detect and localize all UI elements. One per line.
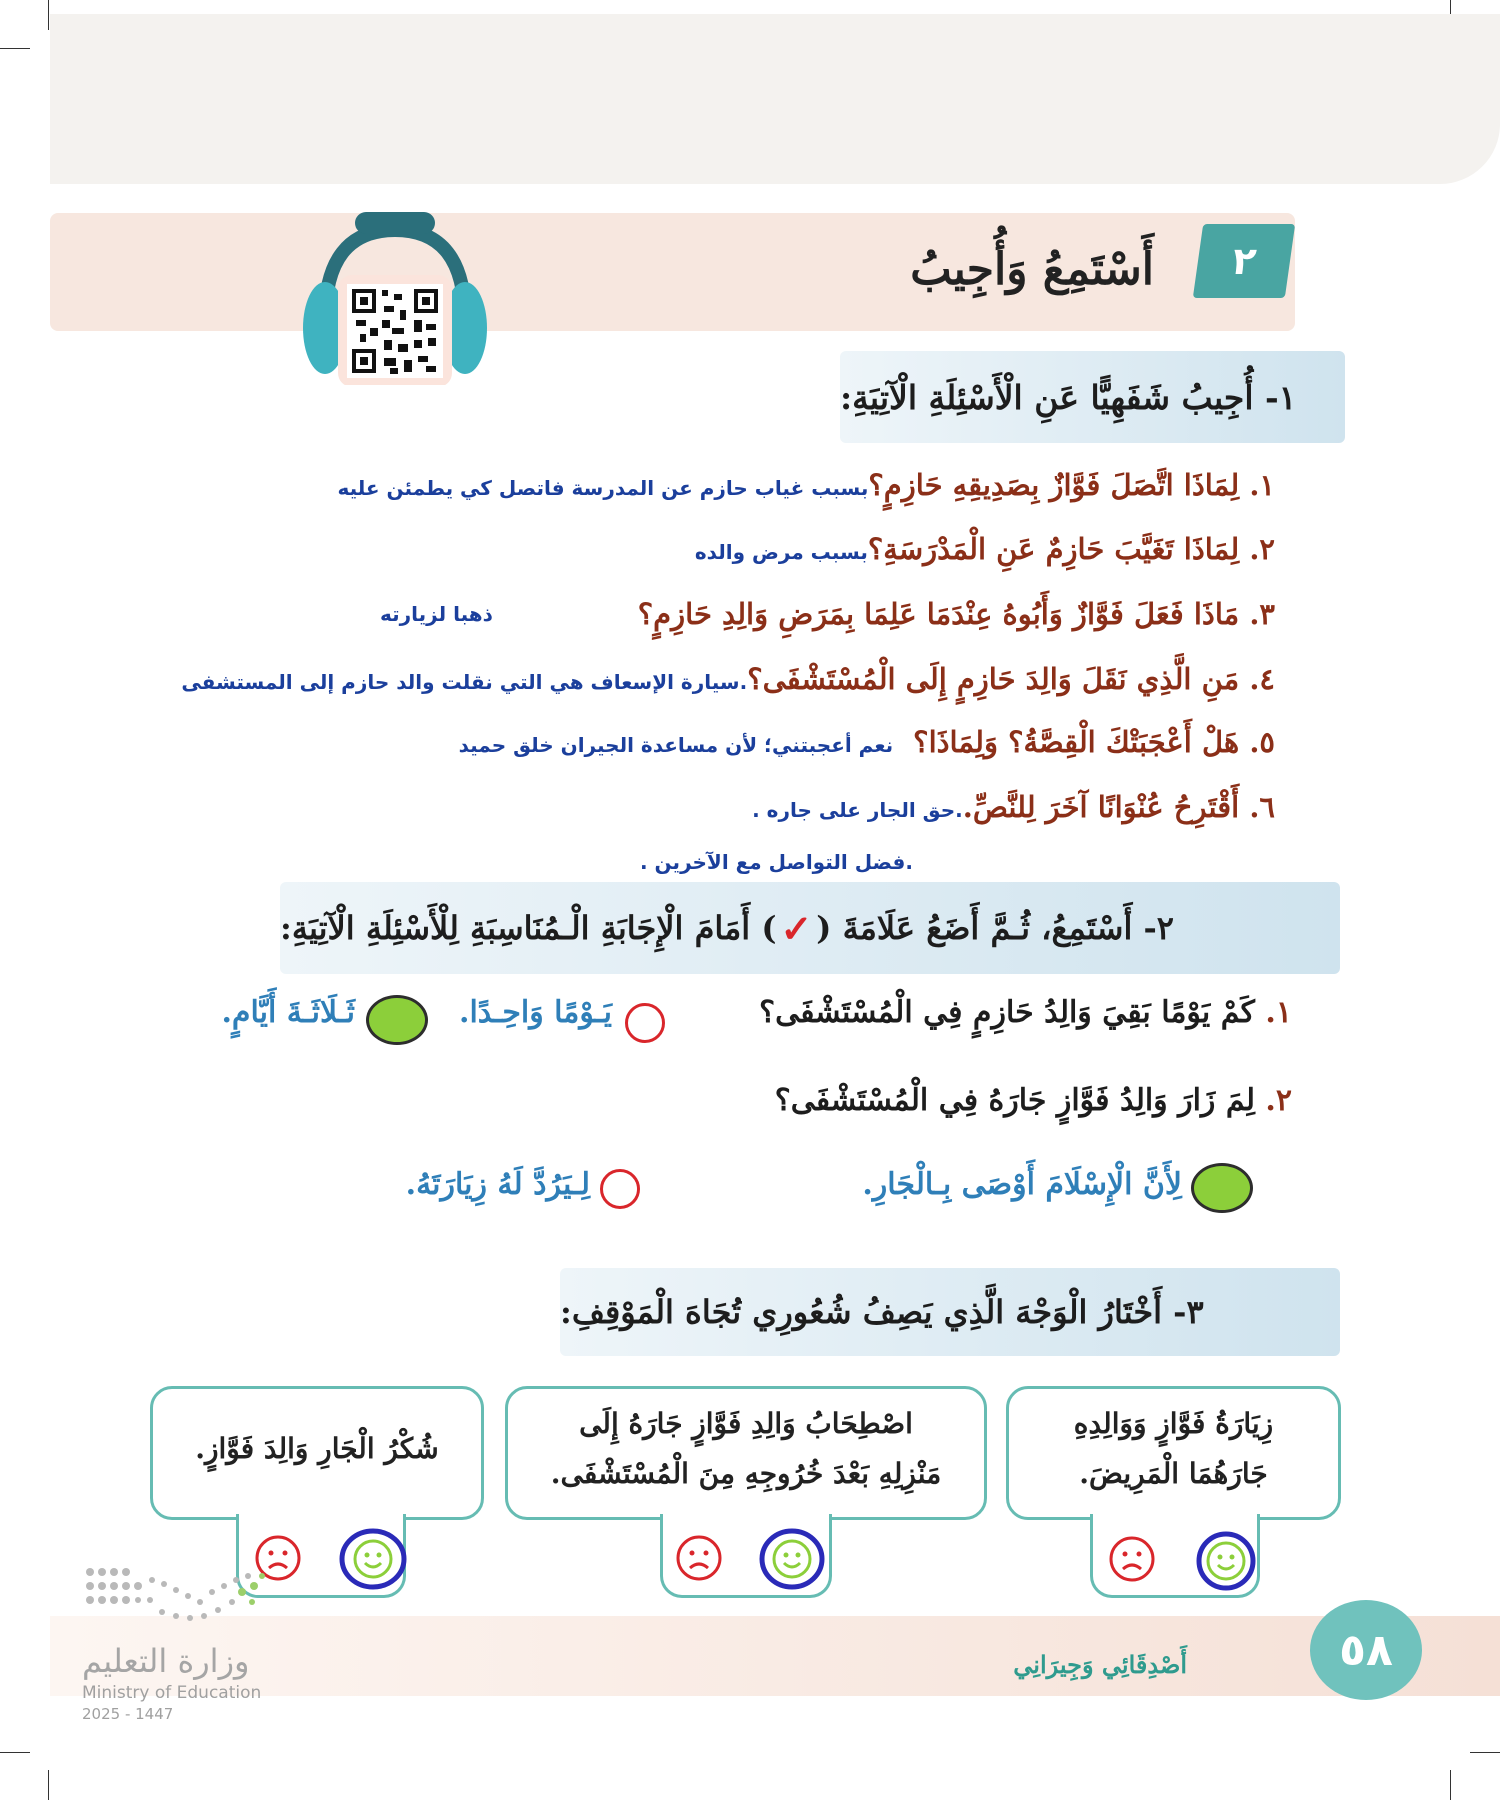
question-text: ٢. لِمَاذَا تَغَيَّبَ حَازِمٌ عَنِ الْمَدْرَسَةِ؟: [867, 532, 1275, 566]
option-label-return-visit: لِـيَرُدَّ لَهُ زِيَارَتَهُ.: [405, 1167, 590, 1202]
crop-mark: [0, 1752, 30, 1753]
check-mark-icon: ✓: [780, 905, 813, 951]
option-radio-return-visit[interactable]: [600, 1169, 640, 1209]
question-text: ١. لِمَاذَا اتَّصَلَ فَوَّازٌ بِصَدِيقِهِ حَازِمٍ؟: [868, 468, 1275, 502]
chapter-title: أَصْدِقَائِي وَجِيرَانِي: [1013, 1650, 1187, 1679]
answer-text: ذهبا لزيارته: [380, 602, 493, 626]
happy-face-icon-selected[interactable]: [338, 1527, 408, 1591]
answer-text: .سيارة الإسعاف هي التي نقلت والد حازم إلى المستشفى: [181, 670, 748, 694]
sad-face-icon[interactable]: [674, 1533, 724, 1583]
question-row-1: [255, 468, 1275, 502]
question-row-4: [155, 662, 1275, 696]
situation-card-1: زِيَارَةُ فَوَّازٍ وَوَالِدِهِ جَارَهُمَا الْمَرِيضَ.: [1006, 1386, 1341, 1520]
mc-question-2: ٢. لِمَ زَارَ وَالِدُ فَوَّازٍ جَارَهُ فِي الْمُسْتَشْفَى؟: [774, 1083, 1292, 1118]
happy-face-icon-selected[interactable]: [758, 1527, 826, 1591]
answer-text-alt: .فضل التواصل مع الآخرين .: [640, 850, 913, 874]
part3-heading: ٣- أَخْتَارُ الْوَجْهَ الَّذِي يَصِفُ شُعُورِي تُجَاهَ الْمَوْقِفِ:: [560, 1268, 1340, 1356]
question-text: ٣. مَاذَا فَعَلَ فَوَّازٌ وَأَبُوهُ عِنْدَمَا عَلِمَا بِمَرَضِ وَالِدِ حَازِمٍ؟: [637, 597, 1275, 631]
question-text: ٤. مَنِ الَّذِي نَقَلَ وَالِدَ حَازِمٍ إِلَى الْمُسْتَشْفَى؟: [747, 662, 1275, 696]
option-label-one-day: يَـوْمًا وَاحِـدًا.: [459, 995, 612, 1030]
ministry-logo-icon: [82, 1562, 272, 1632]
sad-face-icon[interactable]: [1107, 1534, 1157, 1584]
crop-mark: [48, 0, 49, 30]
option-radio-one-day[interactable]: [625, 1003, 665, 1043]
option-radio-islam-selected[interactable]: [1191, 1163, 1253, 1213]
part1-heading: ١- أُجِيبُ شَفَهِيًّا عَنِ الْأَسْئِلَةِ الْآتِيَةِ:: [840, 351, 1345, 443]
headphones-qr-icon[interactable]: [300, 210, 490, 385]
question-text: ٥. هَلْ أَعْجَبَتْكَ الْقِصَّةُ؟ وَلِمَاذَا؟: [913, 725, 1275, 759]
situation-card-3: شُكْرُ الْجَارِ وَالِدَ فَوَّازٍ.: [150, 1386, 484, 1520]
option-label-three-days: ثَـلَاثَـةَ أَيَّامٍ.: [221, 995, 355, 1030]
page-number: ٥٨: [1310, 1600, 1422, 1700]
situation-card-2: اصْطِحَابُ وَالِدِ فَوَّازٍ جَارَهُ إِلَى مَنْزِلِهِ بَعْدَ خُرُوجِهِ مِنَ الْمُسْتَشْفَى.: [505, 1386, 987, 1520]
section-title: أَسْتَمِعُ وَأُجِيبُ: [910, 244, 1154, 295]
question-row-2: [255, 532, 1275, 566]
section-number: ٢: [1193, 224, 1295, 298]
answer-text: نعم أعجبتني؛ لأن مساعدة الجيران خلق حميد: [458, 733, 894, 757]
ministry-name-en: Ministry of Education: [82, 1683, 262, 1703]
question-row-5: [255, 725, 1275, 759]
crop-mark: [1470, 1752, 1500, 1753]
top-decor-band: [50, 14, 1500, 184]
question-row-6: [255, 790, 1275, 824]
answer-text: بسبب مرض والده: [694, 540, 868, 564]
mc-question-1: ١. كَمْ يَوْمًا بَقِيَ وَالِدُ حَازِمٍ فِي الْمُسْتَشْفَى؟: [759, 995, 1292, 1030]
crop-mark: [48, 1770, 49, 1800]
part2-heading: ٢- أَسْتَمِعُ، ثُـمَّ أَضَعُ عَلَامَةَ ( ✓ ) أَمَامَ الْإِجَابَةِ الْـمُنَاسِبَةِ لِلْأَسْئِلَةِ الْآتِيَةِ:: [280, 882, 1340, 974]
crop-mark: [1450, 1770, 1451, 1800]
crop-mark: [0, 48, 30, 49]
answer-text: بسبب غياب حازم عن المدرسة فاتصل كي يطمئن عليه: [337, 476, 869, 500]
edition-year: 2025 - 1447: [82, 1705, 174, 1723]
option-radio-three-days-selected[interactable]: [366, 995, 428, 1045]
question-text: ٦. أَقْتَرِحُ عُنْوَانًا آخَرَ لِلنَّصِّ.: [962, 790, 1275, 824]
ministry-name-ar: وزارة التعليم: [82, 1642, 250, 1680]
option-label-islam: لِأَنَّ الْإِسْلَامَ أَوْصَى بِـالْجَارِ.: [862, 1167, 1182, 1202]
answer-text: .حق الجار على جاره .: [752, 798, 963, 822]
happy-face-icon-selected[interactable]: [1195, 1530, 1257, 1592]
